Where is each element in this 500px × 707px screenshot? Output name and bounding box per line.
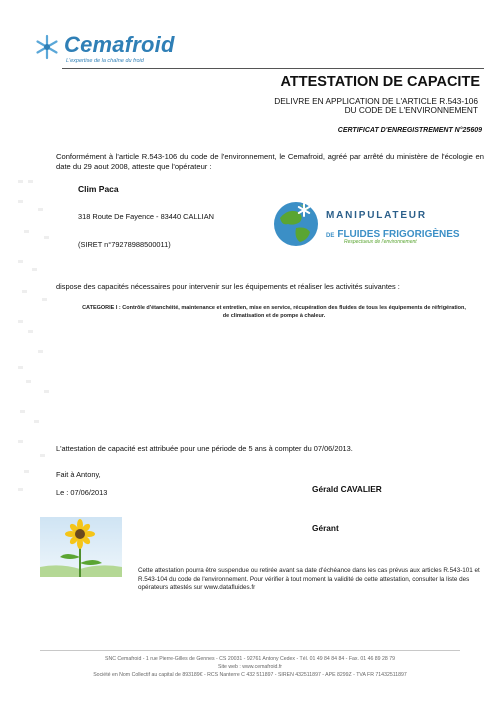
header-divider	[62, 68, 484, 69]
company-name: Clim Paca	[78, 184, 119, 194]
company-address: 318 Route De Fayence - 83440 CALLIAN	[78, 212, 214, 221]
document-title: ATTESTATION DE CAPACITE	[280, 74, 480, 90]
validity-statement: L'attestation de capacité est attribuée pour une période de 5 ans à compter du 07/06/2013.	[56, 444, 353, 453]
signatory-name: Gérald CAVALIER	[312, 484, 382, 494]
footer-address: SNC Cemafroid - 1 rue Pierre-Gilles de Gennes - CS 20031 - 92761 Antony Cedex - Tél. 01 49 84 84 84 - Fax. 01 46 89 28 79	[105, 656, 395, 662]
fluid-logo-prefix: DE	[326, 233, 335, 239]
suspension-notice: Cette attestation pourra être suspendue ou retirée avant sa date d'échéance dans les cas prévus aux articles R.543-101 et R.543-104 du code de l'environnement. Pour vérifier à tout moment la validité de cette attestation, consulter la liste des opérateurs attestés sur www.datafluides.fr	[138, 567, 480, 592]
intro-paragraph: Conformément à l'article R.543-106 du code de l'environnement, le Cemafroid, agréé par arrêté du ministère de l'écologie en date du 29 aout 2008, atteste que l'opérateur :	[56, 152, 484, 171]
brand-name: Cemafroid	[64, 32, 175, 57]
capabilities-statement: dispose des capacités nécessaires pour intervenir sur les équipements et réaliser les activités suivantes :	[56, 282, 400, 291]
footer-divider	[40, 650, 460, 651]
footer-website: Site web : www.cemafroid.fr	[218, 664, 282, 670]
company-siret: (SIRET n°79278988500011)	[78, 240, 171, 249]
fluid-handler-logo	[270, 196, 476, 256]
footer-legal: Société en Nom Collectif au capital de 893189€ - RCS Nanterre C 432 511897 - SIREN 432511897 - APE 8299Z - TVA FR 71432511897	[93, 672, 407, 678]
snowflake-logo-icon	[34, 34, 60, 60]
globe-icon	[270, 198, 322, 250]
signatory-role: Gérant	[312, 523, 339, 533]
sunflower-photo	[40, 517, 122, 577]
subtitle-line-2: DU CODE DE L'ENVIRONNEMENT	[344, 105, 478, 115]
subtitle-line-1: DELIVRE EN APPLICATION DE L'ARTICLE R.543-106	[274, 96, 478, 106]
fluid-logo-line-1: MANIPULATEUR	[326, 210, 427, 221]
brand-tagline: L'expertise de la chaîne du froid	[66, 58, 144, 64]
place-of-signature: Fait à Antony,	[56, 470, 101, 479]
signature-date: Le : 07/06/2013	[56, 488, 108, 497]
certificate-number: CERTIFICAT D'ENREGISTREMENT N°25609	[337, 127, 482, 134]
fluid-logo-line-2: FLUIDES FRIGORIGÈNES	[337, 229, 460, 240]
category-description: CATEGORIE I : Contrôle d'étanchéité, maintenance et entretien, mise en service, récupération des fluides de tous les équipements de réfrigération, de climatisation et de pompe à chaleur.	[82, 305, 466, 319]
fluid-logo-tagline: Respectueux de l'environnement	[344, 239, 417, 245]
